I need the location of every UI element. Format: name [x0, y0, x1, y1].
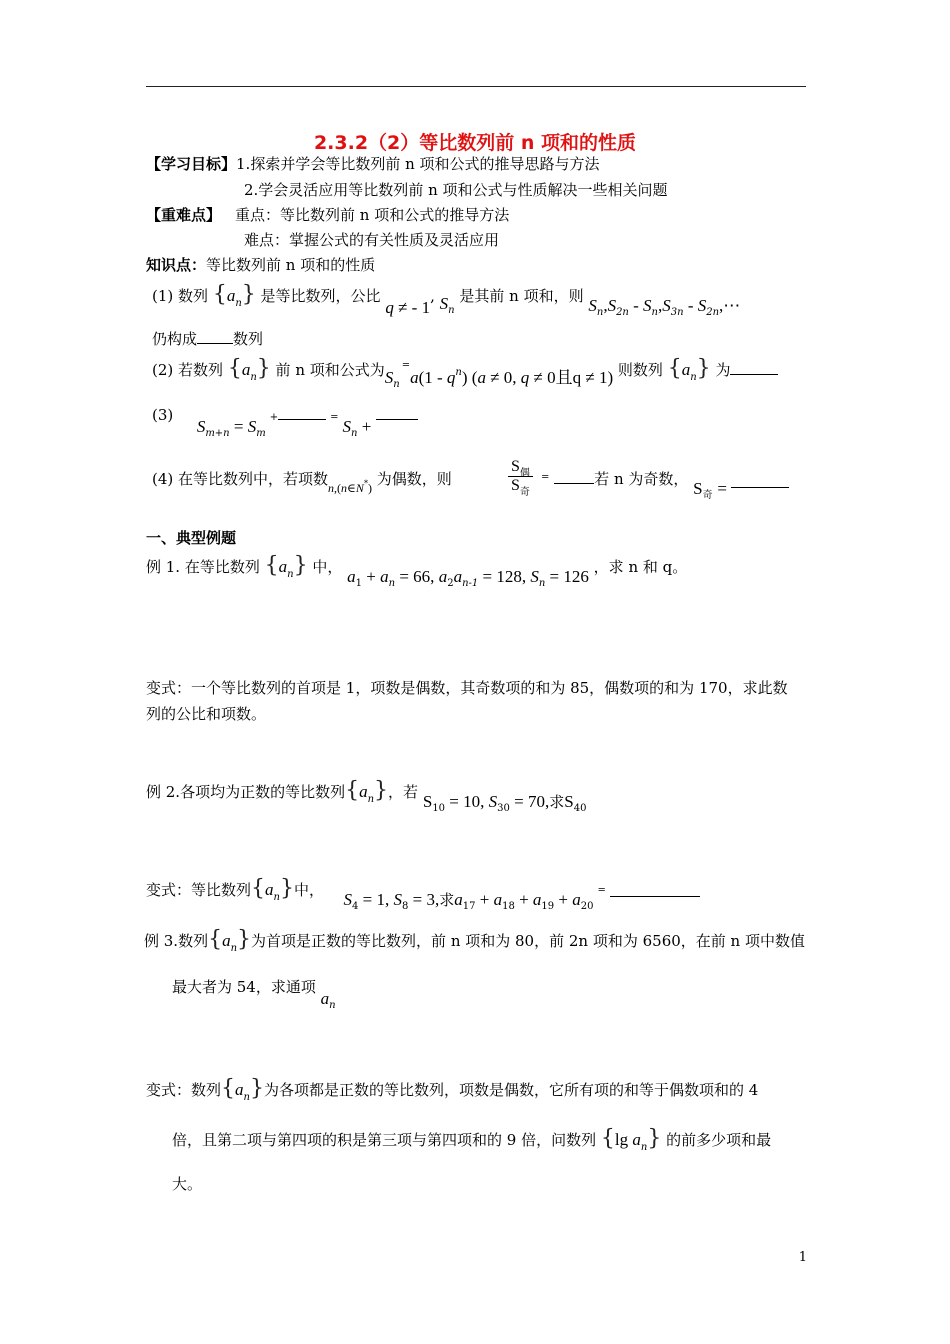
variant-3-text-c: 倍，且第二项与第四项的积是第三项与第四项和的 9 倍，问数列 [172, 1131, 597, 1149]
property-2-text-c: 则数列 [617, 361, 663, 379]
property-4-text-c: 若 n 为奇数， [594, 470, 689, 488]
property-1-text-a: (1) 数列 [152, 287, 209, 305]
example-1-text-b: 中， [312, 558, 343, 576]
even-odd-fraction: $\frac{S_偶}{S_奇}$ [508, 458, 533, 495]
example-1-text-c: ，求 n 和 q。 [593, 558, 688, 576]
property-1-text-e: 数列 [233, 330, 264, 348]
property-4-line-right: = 若 n 为奇数， $S_奇$ = [541, 468, 789, 489]
example-1: 例 1. 在等比数列 $\{a_n\}$ 中， $a_1 + a_n = 66$, $a_2a_{n-1} = 128$, $S_n = 126$ ，求 n 和 q。 [146, 553, 688, 589]
property-2-line: (2) 若数列 $\{a_n\}$ 前 n 项和公式为$S_n^=a(1 - qn) (a \ne 0$, q ≠ 0且q ≠ 1) 则数列 $\{a_n\}$ 为 [152, 355, 778, 381]
example-2-text-a: 例 2.各项均为正数的等比数列 [146, 783, 346, 801]
example-2-text-c: 求 [549, 793, 565, 811]
property-4-text-b: 为偶数，则 [376, 470, 452, 488]
keypoint-difficulty: 难点：掌握公式的有关性质及灵活应用 [244, 231, 500, 249]
variant-2-text-b: 中， [293, 881, 324, 899]
objective-2: 2.学会灵活应用等比数列前 n 项和公式与性质解决一些相关问题 [244, 181, 668, 199]
property-3-line: (3) $S_{m+n} = S_m+ = S_n$ + [152, 405, 418, 425]
section-heading: 一、典型例题 [146, 529, 237, 547]
variant-1-line-2: 列的公比和项数。 [146, 705, 267, 723]
variant-2-text-c: 求 [439, 891, 455, 909]
variant-3-text-d: 的前多少项和最 [666, 1131, 772, 1149]
header-rule [146, 86, 806, 87]
example-3-line-2: 最大者为 54，求通项 $a_n$ [172, 978, 336, 1011]
keypoint-focus: 重点：等比数列前 n 项和公式的推导方法 [235, 206, 510, 224]
knowledge-text: 等比数列前 n 项和的性质 [206, 256, 376, 274]
variant-3-line-3: 大。 [172, 1175, 203, 1193]
variant-2-text-a: 变式：等比数列 [146, 881, 252, 899]
knowledge-heading [146, 254, 375, 275]
property-4-line: (4) 在等比数列中，若项数$_{n,(n\in N}*_)$ 为偶数，则 [152, 470, 452, 495]
odd-label: 奇 [519, 487, 530, 498]
property-1-text-d: 仍构成 [152, 330, 198, 348]
variant-2: 变式：等比数列$\{a_n\}$中， $S_4 = 1$, $S_8 = 3$,求$a_{17} + a_{18} + a_{19} + a_{20}=$ [146, 876, 700, 901]
keypoints-line-1 [146, 204, 509, 225]
objective-1: 1.探索并学会等比数列前 n 项和公式的推导思路与方法 [236, 155, 600, 173]
odd-label-2: 奇 [702, 490, 713, 501]
variant-1-line-1: 变式：一个等比数列的首项是 1，项数是偶数，其奇数项的和为 85，偶数项的和为 170，求此数 [146, 679, 788, 697]
variant-3-text-b: 为各项都是正数的等比数列，项数是偶数，它所有项的和等于偶数项和的 4 [263, 1081, 759, 1099]
example-3-text-b: 为首项是正数的等比数列，前 n 项和为 80，前 2n 项和为 6560，在前 n 项中数值 [251, 932, 805, 950]
property-3-blank-1 [278, 405, 326, 420]
even-label: 偶 [519, 468, 530, 479]
property-3-blank-2 [376, 405, 418, 420]
property-1-text-b: 是等比数列，公比 [260, 287, 381, 305]
property-4-text-a: (4) 在等比数列中，若项数 [152, 470, 329, 488]
property-2-text-a: (2) 若数列 [152, 361, 224, 379]
property-1-line-2 [152, 328, 263, 349]
property-3-label: (3) [152, 406, 174, 424]
property-1-text-c: 是其前 n 项和，则 [459, 287, 584, 305]
objectives-line-1 [146, 153, 600, 174]
property-1-blank [197, 329, 233, 344]
example-2: 例 2.各项均为正数的等比数列$\{a_n\}$，若 $S_{10} = 10$, $S_{30} = 70$,求$S_{40}$ [146, 778, 587, 814]
example-3-text-a: 例 3.数列 [144, 932, 209, 950]
objectives-label: 【学习目标】 [146, 155, 237, 173]
property-2-blank [730, 360, 778, 375]
knowledge-label: 知识点： [146, 256, 207, 274]
property-4-blank-1 [554, 469, 594, 484]
property-2-text-b: 前 n 项和公式为 [275, 361, 385, 379]
example-2-text-b: ，若 [388, 783, 419, 801]
variant-3-line-2: 倍，且第二项与第四项的积是第三项与第四项和的 9 倍，问数列 {lg $a_n$} 的前多少项和最 [172, 1126, 772, 1153]
property-4-blank-2 [731, 473, 789, 488]
example-1-text-a: 例 1. 在等比数列 [146, 558, 260, 576]
property-1-line: (1) 数列 $\{a_n\}$ 是等比数列，公比 q ≠ - 1, $S_n$ 是其前 n 项和，则 $S_n,S_{2n} - S_n,S_{3n}$ - $S_{2n},\cdots$ [152, 282, 741, 318]
keypoints-label: 【重难点】 [146, 206, 222, 224]
page-title: 2.3.2（2）等比数列前 n 项和的性质 [313, 132, 637, 154]
example-3-line-1: 例 3.数列$\{a_n\}$为首项是正数的等比数列，前 n 项和为 80，前 2n 项和为 6560，在前 n 项中数值 [144, 927, 805, 954]
example-3-text-c: 最大者为 54，求通项 [172, 978, 316, 996]
page-number: 1 [798, 1250, 807, 1265]
variant-3-text-a: 变式：数列 [146, 1081, 222, 1099]
property-2-text-d: 为 [715, 361, 731, 379]
variant-2-blank [610, 882, 700, 897]
variant-3-line-1: 变式：数列$\{a_n\}$为各项都是正数的等比数列，项数是偶数，它所有项的和等于偶数项和的 4 [146, 1076, 759, 1103]
